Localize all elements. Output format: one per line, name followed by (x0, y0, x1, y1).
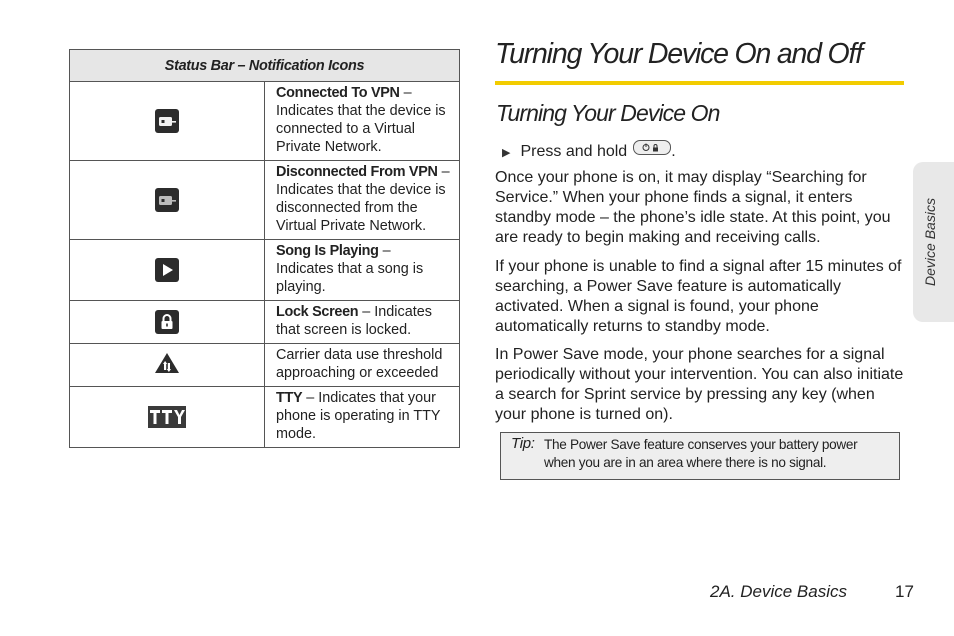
row-desc: – Indicates that the device is connected to a Virtual Private Network. (276, 85, 446, 155)
step-text: Press and hold (520, 143, 628, 160)
row-term: Lock Screen (276, 304, 359, 320)
row-desc: – Indicates that the device is disconnected from the Virtual Private Network. (276, 164, 450, 234)
table-header: Status Bar – Notification Icons (70, 50, 460, 82)
paragraph: If your phone is unable to find a signal after 15 minutes of searching, a Power Save feature is automatically activated. When a signal is found, your phone automatically returns to standby mode. (495, 258, 902, 335)
tip-label: Tip: (511, 435, 535, 452)
section-title: Turning Your Device On (496, 100, 720, 126)
table-row (70, 161, 460, 240)
play-icon (155, 258, 179, 282)
data-threshold-warning-icon (154, 351, 180, 380)
row-desc: – Indicates that screen is locked. (276, 304, 432, 338)
bullet-arrow-icon: ▶ (502, 147, 511, 159)
title-rule (495, 81, 904, 85)
row-desc: – Indicates that your phone is operating in TTY mode. (276, 390, 441, 442)
tip-box (500, 432, 900, 480)
row-desc: Carrier data use threshold approaching or exceeded (276, 347, 443, 381)
page-title: Turning Your Device On and Off (495, 38, 862, 70)
power-lock-key-icon (633, 140, 671, 155)
lock-icon (155, 310, 179, 334)
table-row (70, 344, 460, 387)
row-term: Disconnected From VPN (276, 164, 438, 180)
vpn-connected-icon (155, 109, 179, 133)
paragraph: In Power Save mode, your phone searches for a signal periodically without your intervention. You can also initiate a search for Sprint service by pressing any key (when your phone is turned on). (495, 346, 904, 423)
step-end: . (671, 143, 676, 160)
vpn-disconnected-icon (155, 188, 179, 212)
row-desc: – Indicates that a song is playing. (276, 243, 424, 295)
side-tab-label: Device Basics (922, 198, 938, 286)
page-number: 17 (895, 582, 914, 601)
notification-icons-table (69, 49, 460, 448)
paragraph: Once your phone is on, it may display “Searching for Service.” When your phone finds a signal, it enters standby mode – the phone’s idle state. At this point, you are ready to begin making and receiving calls. (495, 169, 891, 246)
step-item (502, 140, 676, 163)
row-term: Connected To VPN (276, 85, 400, 101)
row-term: TTY (276, 390, 303, 406)
table-row (70, 387, 460, 448)
tty-icon (148, 406, 186, 428)
row-term: Song Is Playing (276, 243, 379, 259)
table-row (70, 82, 460, 161)
tip-text: The Power Save feature conserves your battery power when you are in an area where there is no signal. (544, 437, 858, 470)
table-row (70, 301, 460, 344)
table-row (70, 240, 460, 301)
footer-section-title: 2A. Device Basics (710, 582, 847, 601)
